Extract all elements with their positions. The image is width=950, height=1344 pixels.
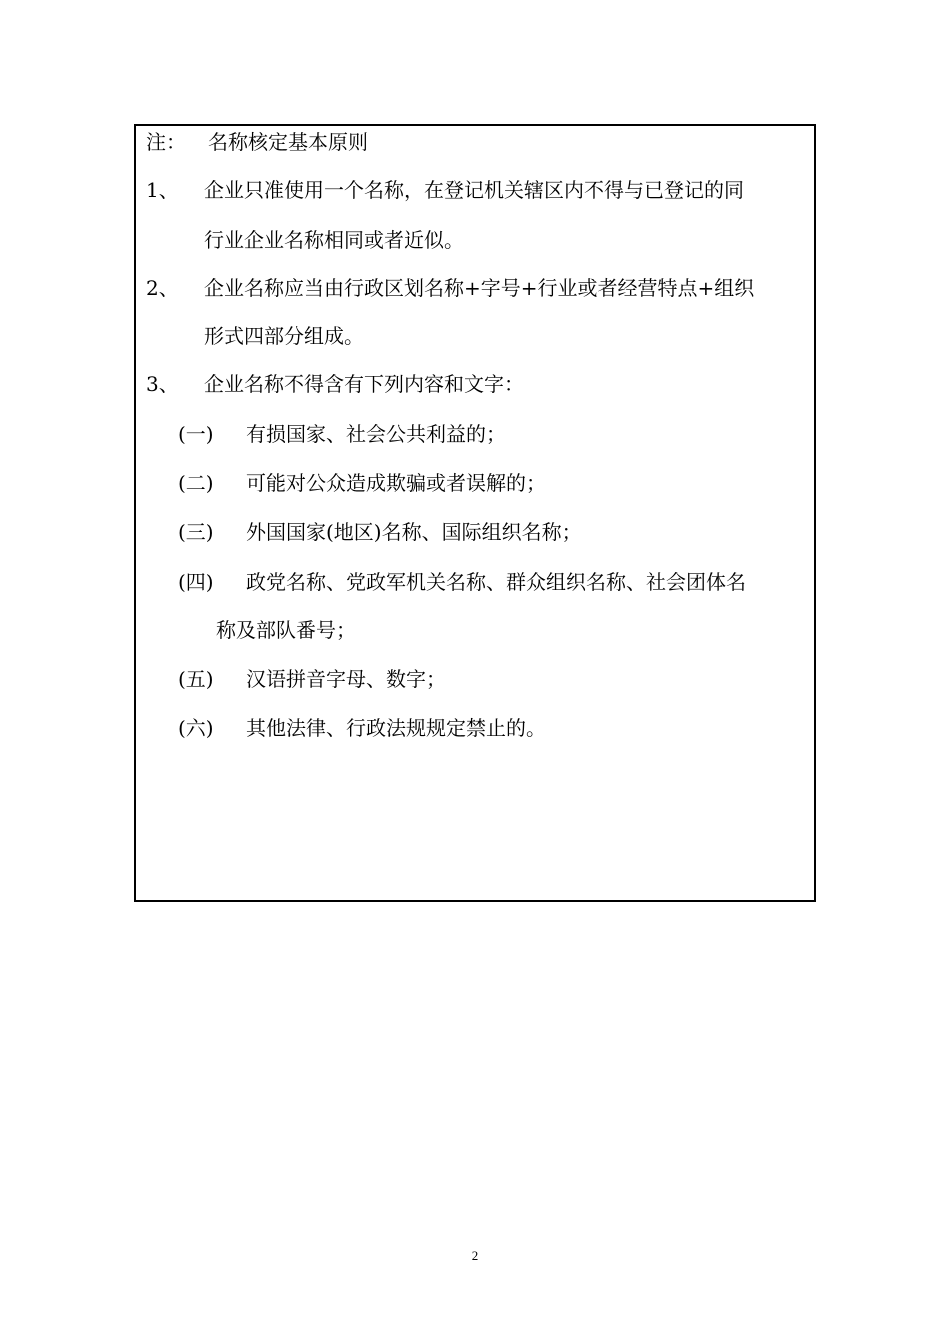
sub-item-text: 外国国家(地区)名称、国际组织名称； bbox=[246, 520, 582, 544]
rule-text: 企业名称不得含有下列内容和文字： bbox=[204, 372, 524, 396]
sub-item-number: (一) bbox=[178, 422, 214, 446]
rule-text: 形式四部分组成。 bbox=[204, 324, 364, 348]
sub-item-text: 可能对公众造成欺骗或者误解的； bbox=[246, 471, 546, 495]
sub-item-number: (六) bbox=[178, 716, 214, 740]
rule-2-continuation bbox=[204, 324, 364, 348]
rule-text: 行业企业名称相同或者近似。 bbox=[204, 228, 464, 252]
sub-item-text: 政党名称、党政军机关名称、群众组织名称、社会团体名 bbox=[246, 570, 746, 594]
sub-item-number: (五) bbox=[178, 667, 214, 691]
sub-item-text: 称及部队番号； bbox=[216, 618, 356, 642]
note-label: 注： bbox=[146, 130, 186, 154]
sub-item-text: 有损国家、社会公共利益的； bbox=[246, 422, 506, 446]
rule-text: 企业只准使用一个名称，在登记机关辖区内不得与已登记的同 bbox=[204, 178, 744, 202]
note-box bbox=[134, 124, 816, 902]
page-number: 2 bbox=[471, 1248, 479, 1263]
sub-item-text: 其他法律、行政法规规定禁止的。 bbox=[246, 716, 546, 740]
rule-text: 企业名称应当由行政区划名称+字号+行业或者经营特点+组织 bbox=[204, 276, 755, 300]
sub-item-number: (二) bbox=[178, 471, 214, 495]
rule-number: 1、 bbox=[146, 178, 179, 202]
sub-item-4-continuation bbox=[216, 618, 356, 642]
rule-number: 2、 bbox=[146, 276, 179, 300]
sub-item-text: 汉语拼音字母、数字； bbox=[246, 667, 446, 691]
note-title: 名称核定基本原则 bbox=[208, 130, 368, 154]
sub-item-number: (四) bbox=[178, 570, 214, 594]
rule-number: 3、 bbox=[146, 372, 179, 396]
rule-1-continuation bbox=[204, 228, 464, 252]
sub-item-number: (三) bbox=[178, 520, 214, 544]
